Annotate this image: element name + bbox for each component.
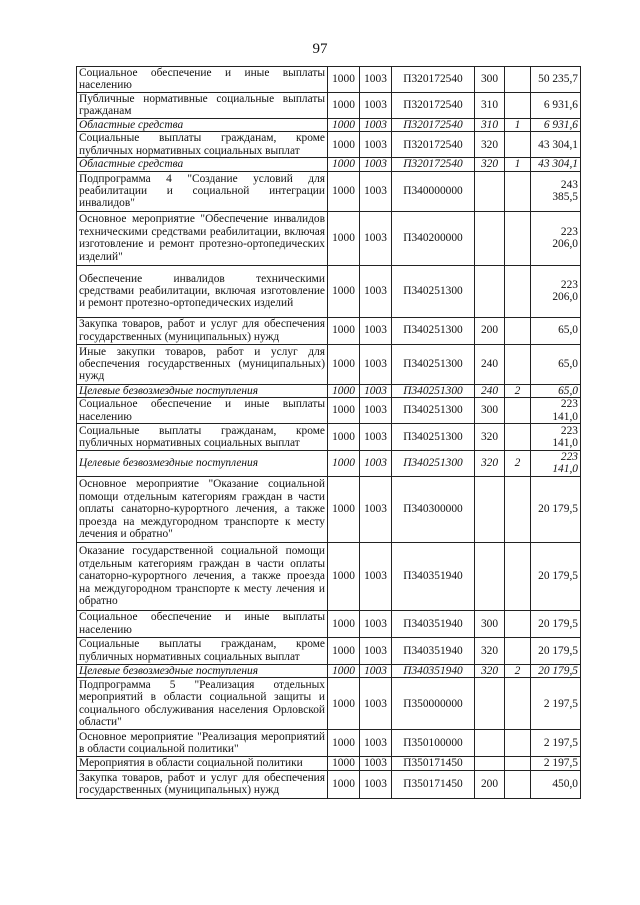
subsection-code-cell: 1003 — [360, 398, 392, 424]
section-code-cell: 1000 — [328, 317, 360, 344]
table-row — [77, 132, 581, 158]
table-row — [77, 610, 581, 637]
amount-cell: 20 179,5 — [531, 610, 581, 637]
funding-source-cell: 2 — [505, 664, 531, 677]
amount-cell: 223 141,0 — [531, 451, 581, 477]
funding-source-cell — [505, 344, 531, 384]
subsection-code-cell: 1003 — [360, 730, 392, 757]
funding-source-cell — [505, 770, 531, 798]
target-article-cell: П340351940 — [392, 637, 475, 664]
table-row — [77, 384, 581, 397]
table-row — [77, 424, 581, 451]
expense-type-cell: 310 — [475, 118, 505, 131]
subsection-code-cell: 1003 — [360, 757, 392, 770]
table-row — [77, 637, 581, 664]
expense-type-cell — [475, 730, 505, 757]
expense-type-cell: 320 — [475, 132, 505, 158]
row-name-cell: Закупка товаров, работ и услуг для обеспечения государственных (муниципальных) нужд — [77, 770, 328, 798]
target-article-cell: П350171450 — [392, 770, 475, 798]
target-article-cell: П350100000 — [392, 730, 475, 757]
funding-source-cell: 1 — [505, 118, 531, 131]
page-number: 97 — [312, 41, 328, 57]
expense-type-cell — [475, 476, 505, 542]
funding-source-cell — [505, 398, 531, 424]
amount-cell: 43 304,1 — [531, 132, 581, 158]
target-article-cell: П340251300 — [392, 344, 475, 384]
section-code-cell: 1000 — [328, 770, 360, 798]
row-name-cell: Социальное обеспечение и иные выплаты населению — [77, 610, 328, 637]
subsection-code-cell: 1003 — [360, 770, 392, 798]
amount-cell: 20 179,5 — [531, 664, 581, 677]
subsection-code-cell: 1003 — [360, 317, 392, 344]
table-row — [77, 171, 581, 211]
expense-type-cell: 320 — [475, 637, 505, 664]
table-row — [77, 92, 581, 118]
amount-cell: 2 197,5 — [531, 678, 581, 730]
section-code-cell: 1000 — [328, 678, 360, 730]
section-code-cell: 1000 — [328, 398, 360, 424]
table-row — [77, 451, 581, 477]
expense-type-cell: 300 — [475, 610, 505, 637]
subsection-code-cell: 1003 — [360, 637, 392, 664]
amount-cell: 65,0 — [531, 317, 581, 344]
section-code-cell: 1000 — [328, 476, 360, 542]
amount-cell: 20 179,5 — [531, 637, 581, 664]
amount-cell: 50 235,7 — [531, 67, 581, 93]
table-row — [77, 730, 581, 757]
section-code-cell: 1000 — [328, 424, 360, 451]
target-article-cell: П340351940 — [392, 610, 475, 637]
target-article-cell: П320172540 — [392, 118, 475, 131]
table-row — [77, 118, 581, 131]
funding-source-cell — [505, 476, 531, 542]
expense-type-cell: 200 — [475, 770, 505, 798]
section-code-cell: 1000 — [328, 610, 360, 637]
funding-source-cell — [505, 757, 531, 770]
row-name-cell: Целевые безвозмездные поступления — [77, 384, 328, 397]
section-code-cell: 1000 — [328, 92, 360, 118]
target-article-cell: П340251300 — [392, 265, 475, 317]
expense-type-cell: 300 — [475, 67, 505, 93]
row-name-cell: Целевые безвозмездные поступления — [77, 664, 328, 677]
subsection-code-cell: 1003 — [360, 542, 392, 610]
row-name-cell: Основное мероприятие "Оказание социальной помощи отдельным категориям граждан в части оплаты санаторно-курортного лечения, а также проезда на междугородном транспорте к месту лечения и обратно" — [77, 476, 328, 542]
target-article-cell: П320172540 — [392, 132, 475, 158]
expense-type-cell: 200 — [475, 317, 505, 344]
amount-cell: 65,0 — [531, 384, 581, 397]
table-row — [77, 265, 581, 317]
target-article-cell: П340251300 — [392, 451, 475, 477]
funding-source-cell: 1 — [505, 158, 531, 171]
subsection-code-cell: 1003 — [360, 211, 392, 265]
expense-type-cell: 240 — [475, 384, 505, 397]
expense-type-cell — [475, 678, 505, 730]
section-code-cell: 1000 — [328, 158, 360, 171]
table-row — [77, 678, 581, 730]
subsection-code-cell: 1003 — [360, 424, 392, 451]
row-name-cell: Целевые безвозмездные поступления — [77, 451, 328, 477]
amount-cell: 450,0 — [531, 770, 581, 798]
section-code-cell: 1000 — [328, 118, 360, 131]
table-row — [77, 542, 581, 610]
row-name-cell: Иные закупки товаров, работ и услуг для обеспечения государственных (муниципальных) нужд — [77, 344, 328, 384]
table-row — [77, 211, 581, 265]
amount-cell: 20 179,5 — [531, 476, 581, 542]
subsection-code-cell: 1003 — [360, 384, 392, 397]
amount-cell: 243 385,5 — [531, 171, 581, 211]
funding-source-cell — [505, 67, 531, 93]
row-name-cell: Закупка товаров, работ и услуг для обеспечения государственных (муниципальных) нужд — [77, 317, 328, 344]
funding-source-cell — [505, 730, 531, 757]
funding-source-cell — [505, 317, 531, 344]
subsection-code-cell: 1003 — [360, 67, 392, 93]
target-article-cell: П340300000 — [392, 476, 475, 542]
target-article-cell: П340000000 — [392, 171, 475, 211]
section-code-cell: 1000 — [328, 384, 360, 397]
table-row — [77, 770, 581, 798]
subsection-code-cell: 1003 — [360, 678, 392, 730]
amount-cell: 2 197,5 — [531, 757, 581, 770]
row-name-cell: Обеспечение инвалидов техническими средствами реабилитации, включая изготовление и ремонт протезно-ортопедических изделий — [77, 265, 328, 317]
table-row — [77, 476, 581, 542]
subsection-code-cell: 1003 — [360, 265, 392, 317]
expense-type-cell — [475, 211, 505, 265]
table-row — [77, 158, 581, 171]
expense-type-cell: 310 — [475, 92, 505, 118]
amount-cell: 43 304,1 — [531, 158, 581, 171]
funding-source-cell — [505, 92, 531, 118]
expense-type-cell: 320 — [475, 664, 505, 677]
target-article-cell: П340200000 — [392, 211, 475, 265]
expense-type-cell: 320 — [475, 424, 505, 451]
expense-type-cell — [475, 171, 505, 211]
funding-source-cell — [505, 132, 531, 158]
row-name-cell: Основное мероприятие "Реализация мероприятий в области социальной политики" — [77, 730, 328, 757]
table-row — [77, 398, 581, 424]
section-code-cell: 1000 — [328, 637, 360, 664]
row-name-cell: Областные средства — [77, 158, 328, 171]
row-name-cell: Публичные нормативные социальные выплаты гражданам — [77, 92, 328, 118]
expense-type-cell — [475, 265, 505, 317]
row-name-cell: Социальное обеспечение и иные выплаты населению — [77, 398, 328, 424]
row-name-cell: Подпрограмма 5 "Реализация отдельных мероприятий в области социальной защиты и социального обслуживания населения Орловской области" — [77, 678, 328, 730]
funding-source-cell — [505, 610, 531, 637]
funding-source-cell — [505, 542, 531, 610]
subsection-code-cell: 1003 — [360, 132, 392, 158]
amount-cell: 20 179,5 — [531, 542, 581, 610]
target-article-cell: П340251300 — [392, 317, 475, 344]
row-name-cell: Социальные выплаты гражданам, кроме публичных нормативных социальных выплат — [77, 637, 328, 664]
target-article-cell: П320172540 — [392, 158, 475, 171]
amount-cell: 223 141,0 — [531, 424, 581, 451]
table-row — [77, 664, 581, 677]
row-name-cell: Социальные выплаты гражданам, кроме публичных нормативных социальных выплат — [77, 132, 328, 158]
amount-cell: 223 206,0 — [531, 211, 581, 265]
funding-source-cell — [505, 424, 531, 451]
funding-source-cell: 2 — [505, 451, 531, 477]
funding-source-cell: 2 — [505, 384, 531, 397]
expense-type-cell — [475, 757, 505, 770]
section-code-cell: 1000 — [328, 730, 360, 757]
target-article-cell: П350000000 — [392, 678, 475, 730]
amount-cell: 6 931,6 — [531, 118, 581, 131]
subsection-code-cell: 1003 — [360, 92, 392, 118]
target-article-cell: П320172540 — [392, 92, 475, 118]
section-code-cell: 1000 — [328, 757, 360, 770]
amount-cell: 223 141,0 — [531, 398, 581, 424]
funding-source-cell — [505, 637, 531, 664]
section-code-cell: 1000 — [328, 132, 360, 158]
row-name-cell: Подпрограмма 4 "Создание условий для реабилитации и социальной интеграции инвалидов" — [77, 171, 328, 211]
row-name-cell: Оказание государственной социальной помощи отдельным категориям граждан в части оплаты санаторно-курортного лечения, а также проезда на междугородном транспорте к месту лечения и обратно — [77, 542, 328, 610]
amount-cell: 65,0 — [531, 344, 581, 384]
subsection-code-cell: 1003 — [360, 610, 392, 637]
target-article-cell: П340251300 — [392, 398, 475, 424]
funding-source-cell — [505, 211, 531, 265]
expense-type-cell: 320 — [475, 451, 505, 477]
subsection-code-cell: 1003 — [360, 158, 392, 171]
target-article-cell: П340351940 — [392, 664, 475, 677]
section-code-cell: 1000 — [328, 664, 360, 677]
section-code-cell: 1000 — [328, 67, 360, 93]
funding-source-cell — [505, 265, 531, 317]
subsection-code-cell: 1003 — [360, 451, 392, 477]
funding-source-cell — [505, 171, 531, 211]
row-name-cell: Областные средства — [77, 118, 328, 131]
amount-cell: 6 931,6 — [531, 92, 581, 118]
target-article-cell: П320172540 — [392, 67, 475, 93]
table-row — [77, 317, 581, 344]
section-code-cell: 1000 — [328, 344, 360, 384]
amount-cell: 223 206,0 — [531, 265, 581, 317]
subsection-code-cell: 1003 — [360, 118, 392, 131]
amount-cell: 2 197,5 — [531, 730, 581, 757]
subsection-code-cell: 1003 — [360, 664, 392, 677]
section-code-cell: 1000 — [328, 171, 360, 211]
budget-table — [76, 66, 581, 799]
funding-source-cell — [505, 678, 531, 730]
row-name-cell: Социальное обеспечение и иные выплаты населению — [77, 67, 328, 93]
expense-type-cell: 320 — [475, 158, 505, 171]
section-code-cell: 1000 — [328, 211, 360, 265]
row-name-cell: Основное мероприятие "Обеспечение инвалидов техническими средствами реабилитации, включая изготовление и ремонт протезно-ортопедических изделий" — [77, 211, 328, 265]
subsection-code-cell: 1003 — [360, 476, 392, 542]
subsection-code-cell: 1003 — [360, 344, 392, 384]
section-code-cell: 1000 — [328, 265, 360, 317]
subsection-code-cell: 1003 — [360, 171, 392, 211]
target-article-cell: П340251300 — [392, 424, 475, 451]
expense-type-cell: 240 — [475, 344, 505, 384]
row-name-cell: Социальные выплаты гражданам, кроме публичных нормативных социальных выплат — [77, 424, 328, 451]
target-article-cell: П340251300 — [392, 384, 475, 397]
table-row — [77, 344, 581, 384]
expense-type-cell — [475, 542, 505, 610]
target-article-cell: П340351940 — [392, 542, 475, 610]
table-row — [77, 757, 581, 770]
table-row — [77, 67, 581, 93]
target-article-cell: П350171450 — [392, 757, 475, 770]
row-name-cell: Мероприятия в области социальной политики — [77, 757, 328, 770]
section-code-cell: 1000 — [328, 451, 360, 477]
expense-type-cell: 300 — [475, 398, 505, 424]
section-code-cell: 1000 — [328, 542, 360, 610]
